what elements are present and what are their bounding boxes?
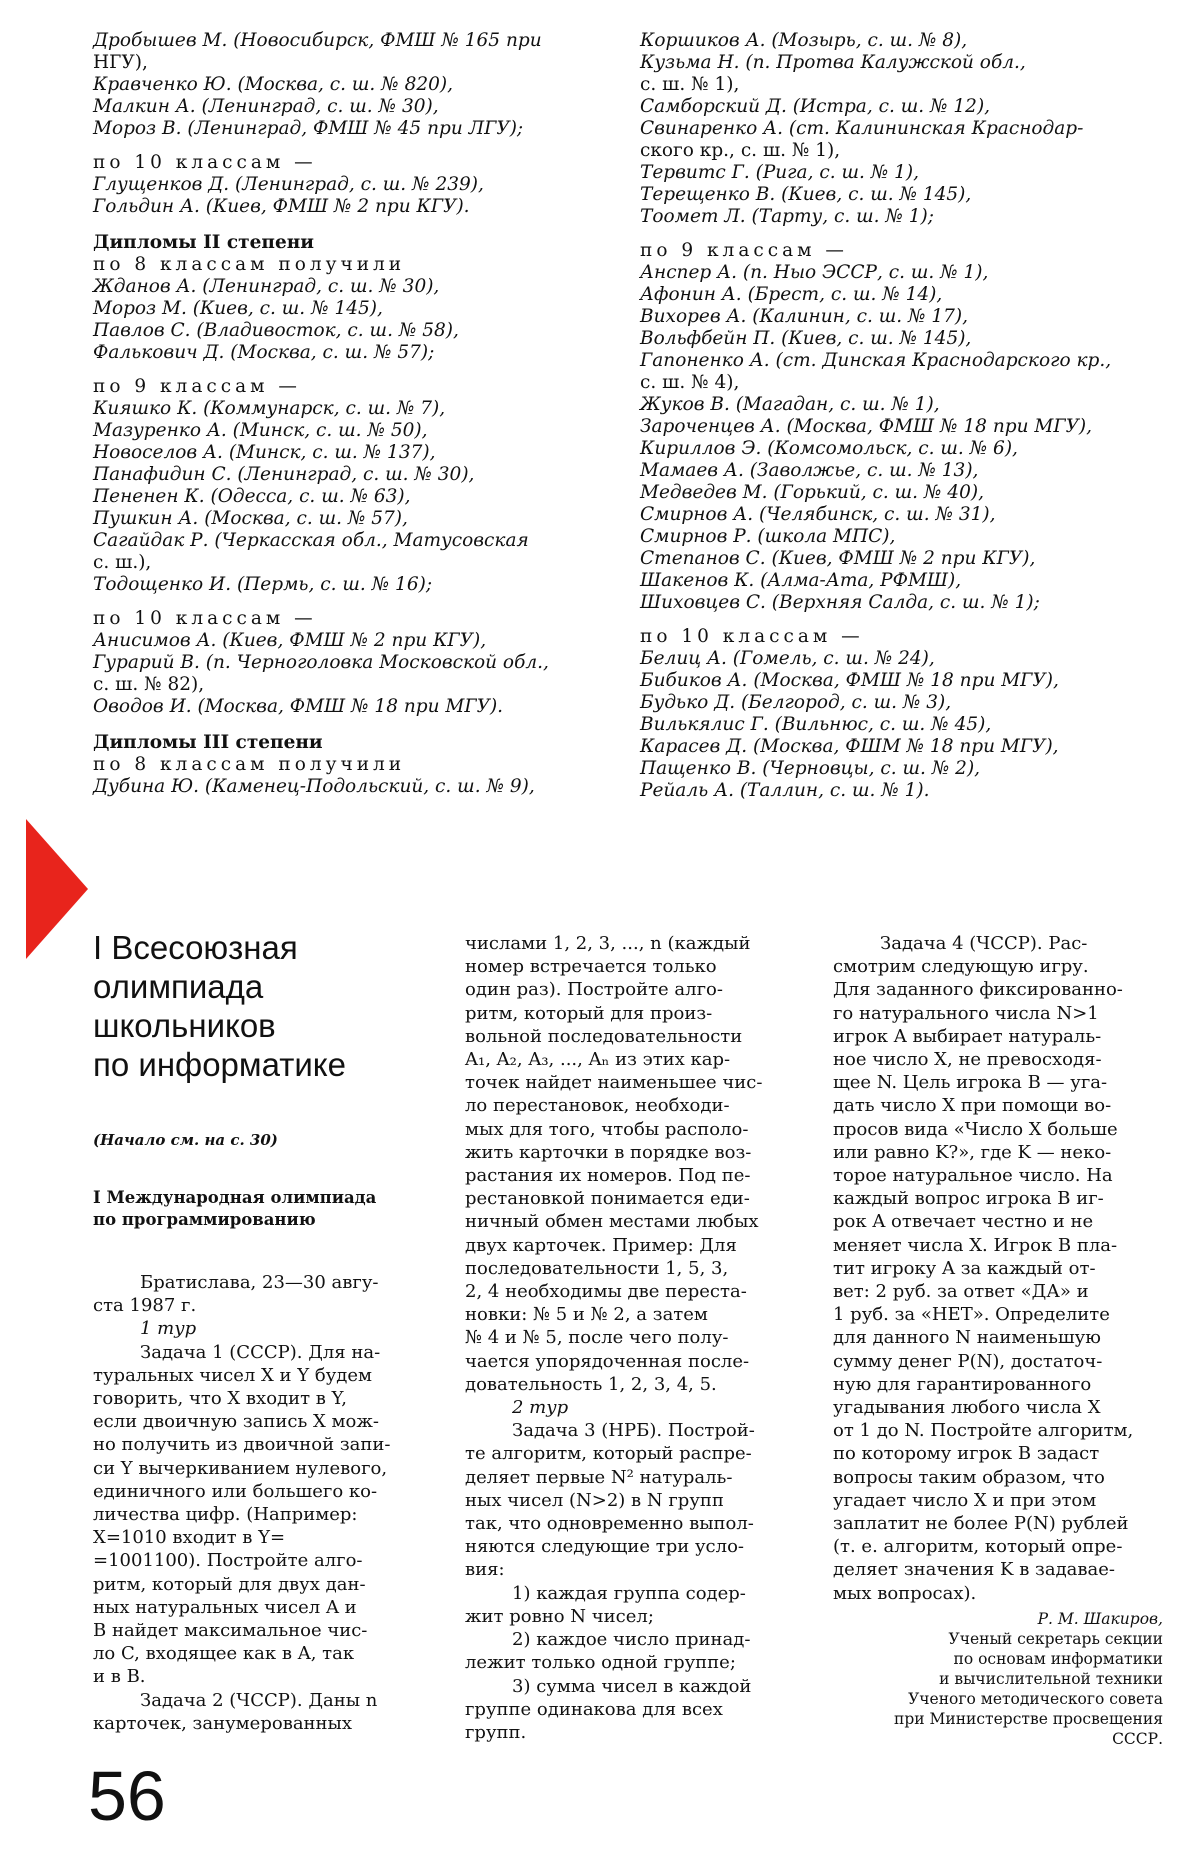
winner-entry: Панафидин С. (Ленинград, с. ш. № 30), [93,464,475,485]
text-line: те алгоритм, который распре- [465,1443,752,1465]
winner-entry: Оводов И. (Москва, ФМШ № 18 при МГУ). [93,696,504,717]
text-line: ритм, который для произ- [465,1002,713,1024]
text-line: просов вида «Число X больше [833,1118,1118,1140]
text-line: няются следующие три усло- [465,1536,744,1558]
winner-entry: Мороз М. (Киев, с. ш. № 145), [93,298,383,319]
column-3-text [833,932,1163,1605]
winner-entry: Будько Д. (Белгород, с. ш. № 3), [640,692,952,713]
winner-entry: Медведев М. (Горький, с. ш. № 40), [640,482,984,503]
paragraph-start: Задача 4 (ЧССР). Рас- [880,933,1088,954]
text-line: с. ш. № 82), [93,674,205,695]
text-line: 2, 4 необходимы две переста- [465,1281,747,1303]
text-line: рестановкой понимается еди- [465,1188,750,1210]
diploma-heading: Дипломы III степени [93,732,323,753]
title-line: по информатике [93,1046,346,1083]
winner-entry: Жуков В. (Магадан, с. ш. № 1), [640,394,940,415]
signature-block [833,1609,1163,1749]
signature-line: СССР. [1112,1729,1163,1748]
text-line: мых вопросах). [833,1582,977,1604]
winner-entry: Бибиков А. (Москва, ФМШ № 18 при МГУ), [640,670,1059,691]
text-line: довательность 1, 2, 3, 4, 5. [465,1373,717,1395]
signature-line: Ученого методического совета [908,1689,1163,1708]
diploma-heading: Дипломы II степени [93,232,314,253]
text-line: дать число X при помощи во- [833,1095,1112,1117]
text-line: угадает число X и при этом [833,1489,1097,1511]
title-line: I Всесоюзная [93,929,298,966]
winner-entry: Афонин А. (Брест, с. ш. № 14), [640,284,943,305]
winner-entry: Шиховцев С. (Верхняя Салда, с. ш. № 1); [640,592,1040,613]
page-number: 56 [88,1757,166,1835]
winner-entry: Мамаев А. (Заволжье, с. ш. № 13), [640,460,979,481]
text-line: =1001100). Постройте алго- [93,1550,363,1572]
round-heading: 2 тур [512,1397,569,1419]
text-line: каждый вопрос игрока B иг- [833,1188,1104,1210]
winner-entry: Вилькялис Г. (Вильнюс, с. ш. № 45), [640,714,992,735]
text-line: заплатит не более P(N) рублей [833,1513,1129,1535]
winner-entry: Анспер А. (п. Ныо ЭССР, с. ш. № 1), [640,262,989,283]
text-line: B найдет максимальное чис- [93,1620,368,1642]
winner-entry: Кравченко Ю. (Москва, с. ш. № 820), [93,74,453,95]
text-line: ничный обмен местами любых [465,1211,759,1233]
text-line: чается упорядоченная после- [465,1350,750,1372]
winner-entry: Гольдин А. (Киев, ФМШ № 2 при КГУ). [93,196,470,217]
grade-heading: по 8 классам получили [93,254,406,275]
text-line: торое натуральное число. На [833,1165,1113,1187]
grade-heading: по 9 классам — [93,376,301,397]
winner-entry: Тервитс Г. (Рига, с. ш. № 1), [640,162,919,183]
text-line: но получить из двоичной запи- [93,1434,391,1456]
article-column-1 [93,1271,423,1735]
text-line: личества цифр. (Например: [93,1504,358,1526]
text-line: растания их номеров. Под пе- [465,1165,751,1187]
winner-entry: Глущенков Д. (Ленинград, с. ш. № 239), [93,174,484,195]
winner-entry: Мороз В. (Ленинград, ФМШ № 45 при ЛГУ); [93,118,524,139]
text-line: мых для того, чтобы располо- [465,1118,749,1140]
text-line: ритм, который для двух дан- [93,1573,366,1595]
winner-entry: Тодощенко И. (Пермь, с. ш. № 16); [93,574,433,595]
text-line: с. ш. № 1), [640,74,740,95]
subheading-line: I Международная олимпиада [93,1188,377,1207]
winner-entry: Терещенко В. (Киев, с. ш. № 145), [640,184,972,205]
text-line: вопросы таким образом, что [833,1466,1105,1488]
spacer [93,364,608,376]
text-line: ное число X, не превосходя- [833,1049,1102,1071]
text-line: по которому игрок B задаст [833,1443,1100,1465]
text-line: для данного N наименьшую [833,1327,1101,1349]
winner-entry: Кириллов Э. (Комсомольск, с. ш. № 6), [640,438,1018,459]
winner-entry: Кузьма Н. (п. Протва Калужской обл., [640,52,1026,73]
text-line: A₁, A₂, A₃, ..., Aₙ из этих кар- [465,1049,731,1071]
grade-heading: по 10 классам — [640,626,864,647]
subheading-line: по программированию [93,1210,316,1229]
round-heading: 1 тур [140,1318,197,1340]
text-line: или равно K?», где K — неко- [833,1141,1112,1163]
signature-line: и вычислительной техники [939,1669,1163,1688]
grade-heading: по 8 классам получили [93,754,406,775]
paragraph-start: 2) каждое число принад- [512,1629,751,1651]
winner-entry: Кияшко К. (Коммунарск, с. ш. № 7), [93,398,446,419]
text-line: единичного или большего ко- [93,1480,378,1502]
text-line: ста 1987 г. [93,1295,197,1317]
text-line: жит ровно N чисел; [465,1605,654,1627]
winner-entry: Вихорев А. (Калинин, с. ш. № 17), [640,306,969,327]
text-line: ского кр., с. ш. № 1), [640,140,841,161]
spacer [93,596,608,608]
text-line: деляет значения K в задавае- [833,1559,1116,1581]
article-title [93,928,423,1084]
text-line: (т. е. алгоритм, который опре- [833,1536,1123,1558]
text-line: карточек, занумерованных [93,1712,353,1734]
text-line: ло C, входящее как в A, так [93,1643,355,1665]
article-column-2 [465,932,795,1744]
text-line: двух карточек. Пример: Для [465,1234,737,1256]
winner-entry: Новоселов А. (Минск, с. ш. № 137), [93,442,436,463]
winner-entry: Самборский Д. (Истра, с. ш. № 12), [640,96,991,117]
text-line: так, что одновременно выпол- [465,1513,754,1535]
text-line: сумму денег P(N), достаточ- [833,1350,1103,1372]
winner-entry: Гапоненко А. (ст. Динская Краснодарского кр., [640,350,1112,371]
paragraph-start: 1) каждая группа содер- [512,1582,746,1604]
grade-heading: по 9 классам — [640,240,848,261]
winner-entry: Пушкин А. (Москва, с. ш. № 57), [93,508,408,529]
text-line: вольной последовательности [465,1025,743,1047]
signature-line: по основам информатики [953,1649,1163,1668]
winner-entry: Смирнов Р. (школа МПС), [640,526,896,547]
winner-entry: Жданов А. (Ленинград, с. ш. № 30), [93,276,440,297]
text-line: вия: [465,1559,505,1581]
text-line: если двоичную запись X мож- [93,1411,379,1433]
winner-entry: Вольфбейн П. (Киев, с. ш. № 145), [640,328,972,349]
paragraph-start: Братислава, 23—30 авгу- [140,1272,379,1293]
winner-entry: Дубина Ю. (Каменец-Подольский, с. ш. № 9), [93,776,535,797]
spacer [640,614,1155,626]
paragraph-start: Задача 2 (ЧССР). Даны n [140,1689,378,1711]
text-line: ную для гарантированного [833,1373,1092,1395]
text-line: ло перестановок, необходи- [465,1095,730,1117]
grade-heading: по 10 классам — [93,152,317,173]
grade-heading: по 10 классам — [93,608,317,629]
text-line: туральных чисел X и Y будем [93,1364,373,1386]
text-line: ных чисел (N>2) в N групп [465,1489,724,1511]
winner-entry: Карасев Д. (Москва, ФШМ № 18 при МГУ), [640,736,1059,757]
text-line: смотрим следующую игру. [833,956,1089,978]
text-line: лежит только одной группе; [465,1652,736,1674]
winner-entry: Анисимов А. (Киев, ФМШ № 2 при КГУ), [93,630,487,651]
text-line: группе одинакова для всех [465,1698,723,1720]
paragraph-start: Задача 3 (НРБ). Построй- [512,1420,755,1442]
winner-entry: Зароченцев А. (Москва, ФМШ № 18 при МГУ), [640,416,1093,437]
winner-entry: Степанов С. (Киев, ФМШ № 2 при КГУ), [640,548,1036,569]
diplomas-list-left [93,30,608,798]
text-line: рок A отвечает честно и не [833,1211,1094,1233]
winner-entry: Пененен К. (Одесса, с. ш. № 63), [93,486,411,507]
spacer [640,228,1155,240]
text-line: меняет числа X. Игрок B пла- [833,1234,1118,1256]
winner-entry: Сагайдак Р. (Черкасская обл., Матусовская [93,530,529,551]
text-line: деляет первые N² натураль- [465,1466,733,1488]
text-line: X=1010 входит в Y= [93,1527,286,1549]
text-line: НГУ), [93,52,148,73]
red-triangle-marker [26,819,88,959]
winner-entry: Тоомет Л. (Тарту, с. ш. № 1); [640,206,935,227]
signature-line: при Министерстве просвещения [894,1709,1163,1728]
title-line: школьников [93,1007,276,1044]
title-line: олимпиада [93,968,264,1005]
winner-entry: Пащенко В. (Черновцы, с. ш. № 2), [640,758,981,779]
text-line: щее N. Цель игрока B — уга- [833,1072,1108,1094]
signature-line: Ученый секретарь секции [948,1629,1163,1648]
winner-entry: Белиц А. (Гомель, с. ш. № 24), [640,648,935,669]
winner-entry: Гурарий В. (п. Черноголовка Московской обл., [93,652,549,673]
text-line: с. ш. № 4), [640,372,740,393]
text-line: числами 1, 2, 3, ..., n (каждый [465,933,751,954]
winner-entry: Фалькович Д. (Москва, с. ш. № 57); [93,342,435,363]
article-subheading [93,1187,376,1231]
text-line: от 1 до N. Постройте алгоритм, [833,1420,1134,1442]
winner-entry: Дробышев М. (Новосибирск, ФМШ № 165 при [93,30,542,51]
text-line: си Y вычеркиванием нулевого, [93,1457,388,1479]
text-line: Для заданного фиксированно- [833,979,1123,1001]
signature-author: Р. М. Шакиров, [1037,1609,1163,1628]
text-line: ных натуральных чисел A и [93,1596,357,1618]
paragraph-start: 3) сумма чисел в каждой [512,1675,752,1697]
article-column-3 [833,932,1163,1749]
text-line: один раз). Постройте алго- [465,979,723,1001]
spacer [93,140,608,152]
text-line: с. ш.), [93,552,152,573]
text-line: номер встречается только [465,956,717,978]
text-line: вет: 2 руб. за ответ «ДА» и [833,1281,1089,1303]
paragraph-start: Задача 1 (СССР). Для на- [140,1341,381,1363]
winner-entry: Павлов С. (Владивосток, с. ш. № 58), [93,320,459,341]
text-line: точек найдет наименьшее чис- [465,1072,763,1094]
text-line: жить карточки в порядке воз- [465,1141,752,1163]
text-line: № 4 и № 5, после чего полу- [465,1327,729,1349]
winner-entry: Шакенов К. (Алма-Ата, РФМШ), [640,570,962,591]
text-line: новки: № 5 и № 2, а затем [465,1304,708,1326]
text-line: групп. [465,1721,527,1743]
diplomas-list-right [640,30,1155,802]
text-line: игрок A выбирает натураль- [833,1025,1102,1047]
text-line: последовательности 1, 5, 3, [465,1257,729,1279]
winner-entry: Рейаль А. (Таллин, с. ш. № 1). [640,780,930,801]
winner-entry: Свинаренко А. (ст. Калининская Краснодар- [640,118,1084,139]
winner-entry: Мазуренко А. (Минск, с. ш. № 50), [93,420,428,441]
text-line: го натурального числа N>1 [833,1002,1099,1024]
text-line: и в B. [93,1666,146,1688]
winner-entry: Смирнов А. (Челябинск, с. ш. № 31), [640,504,996,525]
text-line: 1 руб. за «НЕТ». Определите [833,1304,1110,1326]
text-line: угадывания любого числа X [833,1397,1101,1419]
continuation-note: (Начало см. на с. 30) [93,1131,278,1149]
winner-entry: Коршиков А. (Мозырь, с. ш. № 8), [640,30,968,51]
winner-entry: Малкин А. (Ленинград, с. ш. № 30), [93,96,439,117]
text-line: тит игроку A за каждый от- [833,1257,1096,1279]
text-line: говорить, что X входит в Y, [93,1388,347,1410]
